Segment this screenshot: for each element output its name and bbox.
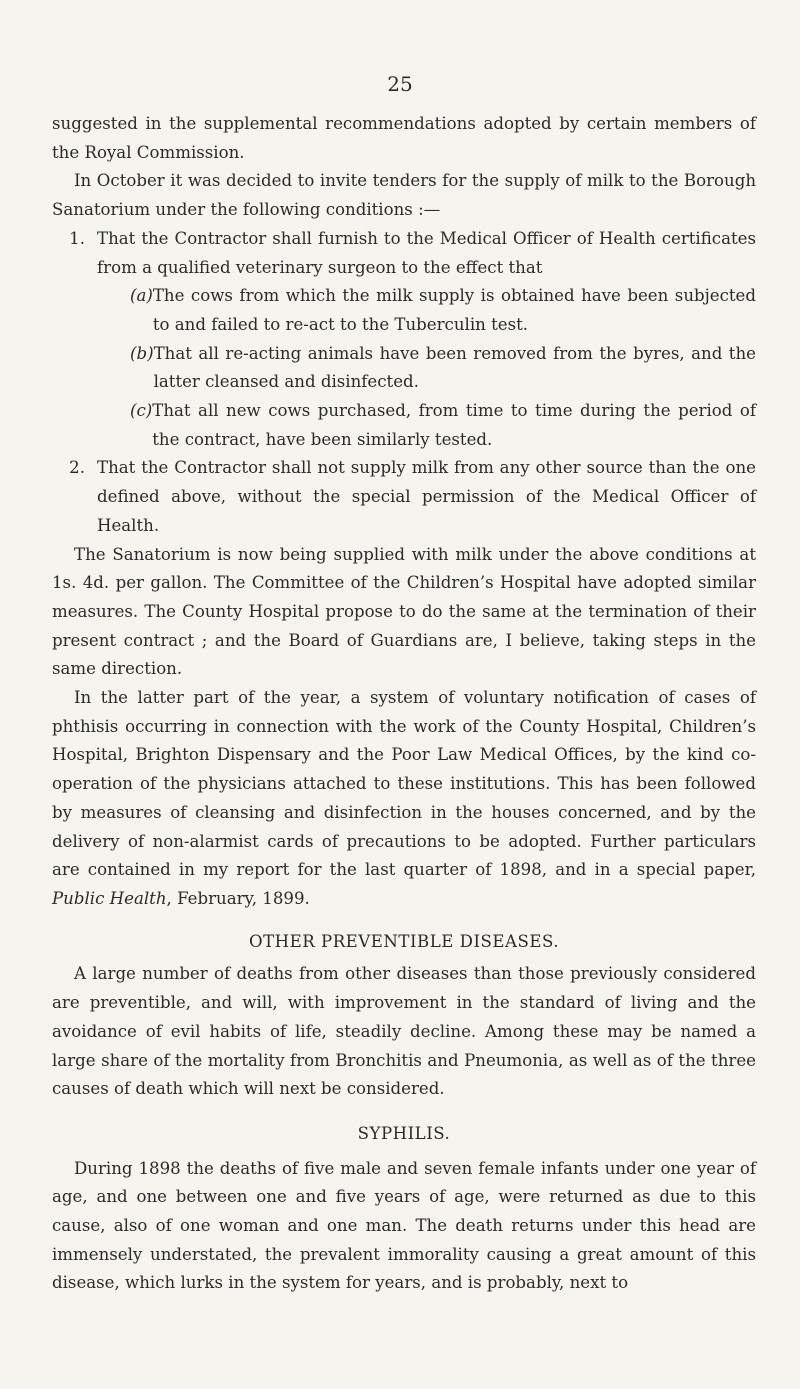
condition-1-c [130, 397, 756, 454]
condition-1-a [130, 282, 756, 339]
paragraph-6: During 1898 the deaths of five male and seven female infants under one year of age, and one between one and five years of age, were returned as due to this cause, also of one woman and one man. The death returns under this head are immensely understated, the prevalent immorality causing a great amount of this disease, which lurks in the system for years, and is probably, next to [52, 1158, 756, 1293]
sub-text-b: That all re-acting animals have been removed from the byres, and the latter cleansed and disinfected. [153, 343, 756, 392]
section-heading-preventible: OTHER PREVENTIBLE DISEASES. [249, 931, 559, 951]
condition-1-number: 1. [69, 228, 85, 248]
sub-label-b: (b) [130, 343, 154, 363]
paragraph-4-start: In the latter part of the year, a system of voluntary notification of cases of phthisis occurring in connection with the work of the County Hospital, Children’s Hospital, Brighton Dispensary and the Poor Law Medical Offices, by the kind co-operation of the physicians attached to these institutions. This has been followed by measures of cleansing and disinfection in the houses concerned, and by the delivery of non-alarmist cards of precautions to be adopted. Further particulars are contained in my report for the last quarter of 1898, and in a special paper, [52, 688, 756, 880]
condition-1 [52, 225, 756, 282]
paragraph-4-end: , February, 1899. [166, 888, 310, 908]
sub-label-c: (c) [130, 401, 153, 421]
sub-label-a: (a) [130, 286, 153, 306]
publication-title: Public Health [52, 888, 167, 908]
condition-2-number: 2. [69, 458, 85, 478]
condition-1-b [130, 340, 756, 397]
paragraph-4 [52, 684, 756, 914]
sub-text-c: That all new cows purchased, from time to time during the period of the contract, have been similarly tested. [152, 401, 756, 449]
page-number: 25 [387, 72, 413, 96]
section-heading-syphilis: SYPHILIS. [357, 1123, 451, 1143]
condition-2 [52, 454, 756, 540]
paragraph-1: suggested in the supplemental recommendations adopted by certain members of the Royal Commission. [52, 114, 756, 162]
condition-1-text: That the Contractor shall furnish to the Medical Officer of Health certificates from a qualified veterinary surgeon to the effect that [97, 228, 756, 277]
paragraph-3: The Sanatorium is now being supplied with milk under the above conditions at 1s. 4d. per gallon. The Committee of the Children’s Hospital have adopted similar measures. The County Hospital propose to do the same at the termination of their present contract ; and the Board of Guardians are, I believe, taking steps in the same direction. [52, 544, 756, 679]
paragraph-5: A large number of deaths from other diseases than those previously considered are preventible, and will, with improvement in the standard of living and the avoidance of evil habits of life, steadily decline. Among these may be named a large share of the mortality from Bronchitis and Pneumonia, as well as of the three causes of death which will next be considered. [52, 964, 756, 1099]
page-body [52, 110, 756, 1298]
paragraph-2: In October it was decided to invite tenders for the supply of milk to the Borough Sanatorium under the following conditions :— [52, 171, 756, 220]
condition-2-text: That the Contractor shall not supply milk from any other source than the one defined above, without the special permission of the Medical Officer of Health. [97, 458, 756, 535]
sub-text-a: The cows from which the milk supply is obtained have been subjected to and failed to re-act to the Tuberculin test. [152, 286, 756, 334]
